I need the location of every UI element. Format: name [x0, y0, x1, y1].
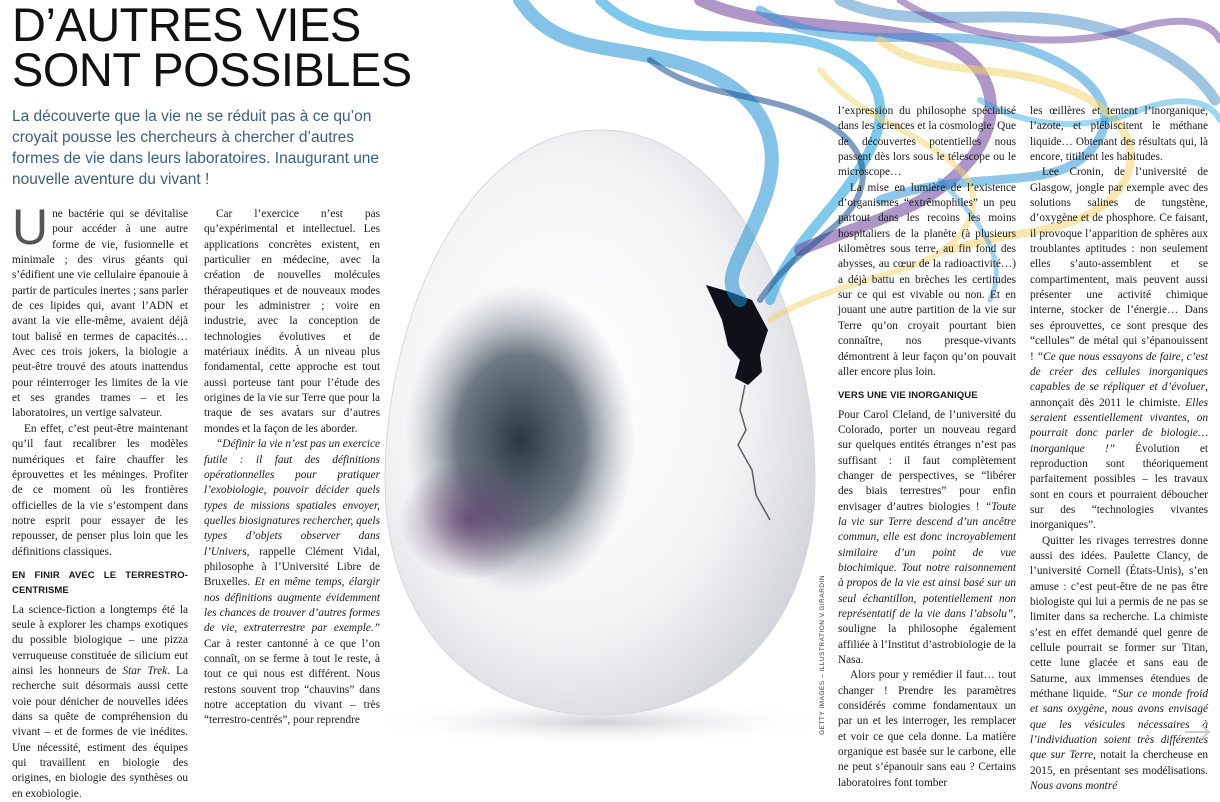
subheading: EN FINIR AVEC LE TERRESTRO-CENTRISME	[12, 569, 188, 597]
article-lede: La découverte que la vie ne se réduit pas à ce qu’on croyait pousse les chercheurs à chercher d’autres formes de vie dans leurs laboratoires. Inaugurant une nouvelle aventure du vivant !	[12, 108, 380, 188]
paragraph: Alors pour y remédier il faut… tout changer ! Prendre les paramètres considérés comme fondamentaux un par un et les interroger, les remplacer et voir ce que cela donne. La matière organique est basée sur le carbone, elle ne peut s’épanouir sans eau ? Certains laboratoires font tomber	[838, 669, 1016, 789]
paragraph: Quitter les rivages terrestres donne aussi des idées. Paulette Clancy, de l’université Cornell (États-Unis), s’en amuse : c’est peut-être de ne pas être biologiste qui lui a permis de ne pas se limiter dans sa recherche. La chimiste s’est en effet demandé quel genre de cellule pourrait se former sur Titan, cette lune glacée et sans eau de Saturne, aux immenses étendues de méthane liquide. “Sur ce monde froid et sans oxygène, nous avons envisagé que les vésicules nécessaires à l’individuation soient très différentes que sur Terre, notait la chercheuse en 2015, en présentant ses modélisations. Nous avons montré	[1030, 534, 1208, 793]
paragraph: “Définir la vie n’est pas un exercice futile : il faut des définitions opérationnelles pour pratiquer l’exobiologie, pouvoir décider quels types de missions spatiales envoyer, quelles biosignatures rechercher, quels types d’objets observer dans l’Univers, rappelle Clément Vidal, philosophe à l’Université Libre de Bruxelles. Et en même temps, élargir nos définitions augmente évidemment les chances de trouver d’autres formes de vie, extraterrestre par exemple.” Car à rester cantonné à ce que l’on connaît, on se ferme à tout le reste, à tout ce qui nous est différent. Nous restons souvent trop “chauvins” dans notre acceptation du vivant – très “terrestro-centrés”, pour reprendre	[204, 438, 380, 727]
column-1	[12, 199, 188, 802]
drop-cap: U	[12, 199, 49, 255]
column-2	[204, 207, 380, 729]
paragraph: En effet, c’est peut-être maintenant qu’il faut recalibrer les modèles numériques et faire chauffer les éprouvettes et les méninges. Profiter de ce moment où les frontières officielles de la vie s’estompent dans notre esprit pour essayer de les repousser, de penser plus loin que les définitions classiques.	[12, 422, 188, 558]
paragraph: Une bactérie qui se dévitalise pour accéder à une autre forme de vie, fusionnelle et minimale ; des virus géants qui s’édifient une vie cellulaire épanouie à partir de particules inertes ; sans parler de ces lipides qui, avant l’ADN et avant la vie elle-même, avaient déjà tout balisé en termes de capacités… Avec ces trois jokers, la biologie a peut-être trouvé des atouts inattendus pour réinterroger les limites de la vie et ses grandes trames – et les laboratoires, un vertige salvateur.	[12, 199, 188, 420]
column-4	[1030, 104, 1208, 794]
subheading: VERS UNE VIE INORGANIQUE	[838, 390, 978, 402]
title-line-1: D’AUTRES VIES	[12, 0, 361, 51]
paragraph: Car l’exercice n’est pas qu’expérimental et intellectuel. Les applications concrètes existent, en particulier en médecine, avec la création de nouvelles molécules thérapeutiques et de nouveaux modes pour les administrer ; voire en industrie, avec la conception de technologies évolutives et de matériaux inédits. À un niveau plus fondamental, cette approche est tout aussi porteuse tant pour l’étude des origines de la vie sur Terre que pour la traque de ses avatars sur d’autres mondes et la façon de les aborder.	[204, 208, 380, 435]
paragraph: l’expression du philosophe spécialisé dans les sciences et la cosmologie. Que de découvertes potentielles nous passent dès lors sous le télescope ou le microscope…	[838, 105, 1016, 179]
photo-credit: GETTY IMAGES – ILLUSTRATION V.GIRARDIN	[819, 574, 826, 735]
paragraph: les œillères et tentent l’inorganique, l’azote, et plébiscitent le méthane liquide… Obtenant des résultats qui, là encore, titillent les habitudes.	[1030, 105, 1208, 164]
paragraph: La mise en lumière de l’existence d’organismes “extrêmophiles” un peu partout dans les recoins les moins hospitaliers de la planète (à plusieurs kilomètres sous terre, au fin fond des abysses, au cœur de la radioactivité…) a déjà battu en brèches les certitudes sur ce qui est vivable ou non. Et en jouant une autre partition de la vie sur Terre qu’on croyait pourtant bien connaître, nos presque-vivants démontrent à leur façon qu’on pouvait aller encore plus loin.	[838, 181, 1016, 378]
article-title	[12, 0, 412, 96]
column-3	[838, 104, 1016, 791]
egg-inner-purple	[400, 460, 540, 580]
paragraph: Lee Cronin, de l’université de Glasgow, jongle par exemple avec des solutions salines de tungstène, d’oxygène et de phosphore. Ce faisant, il provoque l’apparition de sphères aux troublantes aptitudes : non seulement elles s’auto-assemblent et se compartimentent, mais peuvent aussi présenter une activité chimique interne, stocker de l’énergie… Dans ses éprouvettes, ce sont presque des “cellules” de métal qui s’épanouissent ! “Ce que nous essayons de faire, c’est de créer des cellules inorganiques capables de se répliquer et d’évoluer, annonçait dès 2011 le chimiste. Elles seraient essentiellement vivantes, on pourrait donc parler de biologie… inorganique !” Évolution et reproduction sont théoriquement parfaitement possibles – les travaux sont en cours et pourraient déboucher sur des “technologies vivantes inorganiques”.	[1030, 166, 1208, 532]
continue-arrow-icon	[1183, 722, 1213, 742]
paragraph: Pour Carol Cleland, de l’université du Colorado, porter un nouveau regard sur quelques entités étranges n’est pas suffisant : il faut complètement changer de perspectives, se “libérer des biais terrestres” pour enfin envisager d’autres biologies ! “Toute la vie sur Terre descend d’un ancêtre commun, elle est donc incroyablement similaire d’un point de vue biochimique. Tout notre raisonnement à propos de la vie est ainsi basé sur un seul échantillon, potentiellement non représentatif de la vie dans l’absolu”, souligne la philosophe également affiliée à l’Institut d’astrobiologie de la Nasa.	[838, 408, 1016, 667]
paragraph: La science-fiction a longtemps été la seule à explorer les champs exotiques du possible biologique – une pizza verruqueuse constituée de silicium eut ainsi les honneurs de Star Trek. La recherche suit désormais aussi cette voie pour dénicher de nouvelles idées dans sa quête de compréhension du vivant – et de formes de vie inédites. Une nécessité, estiment des équipes qui travaillent en biologie des origines, en biologie des synthèses ou en exobiologie.	[12, 603, 188, 800]
title-line-2: SONT POSSIBLES	[12, 43, 412, 96]
